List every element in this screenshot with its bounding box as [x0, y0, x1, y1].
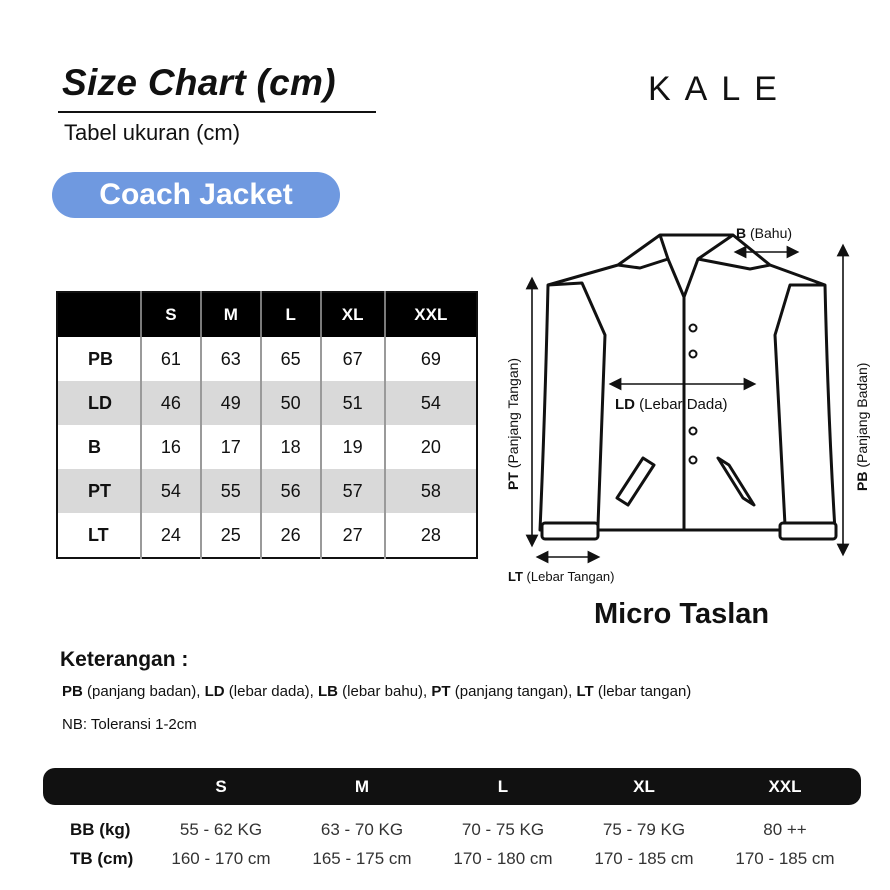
table-cell: 51	[321, 381, 385, 425]
size-col-header: XL	[321, 292, 385, 337]
fit-guide-header	[43, 768, 861, 805]
label-pt-text: (Panjang Tangan)	[505, 357, 521, 469]
row-label: LD	[57, 381, 141, 425]
label-lebar-tangan	[508, 569, 614, 584]
fit-cell: 160 - 170 cm	[171, 849, 271, 868]
fit-cell: 170 - 185 cm	[735, 849, 835, 868]
jacket-outline	[540, 235, 836, 539]
table-cell: 28	[385, 513, 477, 558]
table-cell: 18	[261, 425, 321, 469]
legend-abbr: PT	[431, 683, 451, 700]
table-cell: 25	[201, 513, 261, 558]
table-cell: 54	[385, 381, 477, 425]
fit-row-label: BB (kg)	[70, 820, 131, 839]
label-lebar-dada	[615, 396, 728, 413]
notes-heading: Keterangan :	[60, 648, 189, 671]
table-row	[57, 337, 477, 381]
tolerance-note: NB: Toleransi 1-2cm	[62, 716, 197, 733]
size-col-header: M	[201, 292, 261, 337]
legend-text: (panjang badan),	[82, 683, 205, 700]
row-label: PB	[88, 348, 114, 369]
page-subtitle: Tabel ukuran (cm)	[64, 120, 241, 145]
table-cell: 49	[201, 381, 261, 425]
table-cell: 46	[141, 381, 201, 425]
label-ld-abbr: LD	[615, 396, 635, 413]
label-pt-abbr: PT	[505, 472, 521, 490]
fit-size-header: M	[354, 777, 370, 796]
table-row	[57, 425, 477, 469]
legend-abbr: LT	[576, 683, 594, 700]
label-pb-text: (Panjang Badan)	[854, 362, 870, 468]
table-cell: 16	[141, 425, 201, 469]
table-cell: 27	[321, 513, 385, 558]
label-lt-text: (Lebar Tangan)	[526, 569, 615, 584]
fit-cell: 165 - 175 cm	[312, 849, 412, 868]
table-cell: 56	[261, 469, 321, 513]
table-cell: 17	[201, 425, 261, 469]
fit-size-header: XL	[633, 777, 655, 796]
table-cell: 69	[385, 337, 477, 381]
row-label: B	[88, 436, 101, 457]
table-cell: 24	[141, 513, 201, 558]
jacket-diagram	[500, 215, 885, 595]
title-underline	[58, 111, 376, 113]
label-bahu-abbr: B	[736, 225, 747, 241]
table-cell: 65	[261, 337, 321, 381]
table-cell: 20	[385, 425, 477, 469]
table-cell: 19	[321, 425, 385, 469]
legend-text: (lebar tangan)	[593, 683, 692, 700]
fit-cell: 55 - 62 KG	[179, 820, 263, 839]
table-cell: 54	[141, 469, 201, 513]
table-cell: 57	[321, 469, 385, 513]
table-cell: 67	[321, 337, 385, 381]
label-panjang-tangan	[505, 358, 521, 490]
label-lt-abbr: LT	[508, 569, 523, 584]
fit-size-header: XXL	[768, 777, 802, 796]
label-panjang-badan	[854, 363, 870, 491]
fit-cell: 170 - 180 cm	[453, 849, 553, 868]
label-pb-abbr: PB	[854, 471, 870, 491]
product-label: Coach Jacket	[52, 172, 340, 218]
fit-cell: 63 - 70 KG	[320, 820, 404, 839]
page-title: Size Chart (cm)	[62, 62, 336, 103]
label-bahu-text: (Bahu)	[750, 225, 793, 241]
table-cell: 61	[141, 337, 201, 381]
notes-legend	[62, 683, 691, 700]
fit-cell: 75 - 79 KG	[602, 820, 686, 839]
table-cell: 50	[261, 381, 321, 425]
fit-size-header: L	[497, 777, 509, 796]
table-row	[57, 513, 477, 558]
legend-abbr: LD	[204, 683, 225, 700]
size-table-header	[57, 292, 477, 337]
size-col-header: L	[261, 292, 321, 337]
legend-text: (panjang tangan),	[450, 683, 577, 700]
row-label: PT	[57, 469, 141, 513]
fit-size-header: S	[215, 777, 227, 796]
fit-cell: 170 - 185 cm	[594, 849, 694, 868]
table-cell: 58	[385, 469, 477, 513]
fit-cell: 80 ++	[763, 820, 807, 839]
table-row	[57, 469, 477, 513]
material-label: Micro Taslan	[594, 598, 770, 630]
table-row	[57, 381, 477, 425]
fit-row-label: TB (cm)	[70, 849, 134, 868]
legend-text: (lebar dada),	[224, 683, 318, 700]
size-table-corner	[57, 292, 141, 337]
size-table	[56, 291, 478, 559]
row-label: LT	[88, 524, 109, 545]
label-bahu	[736, 225, 792, 241]
legend-text: (lebar bahu),	[338, 683, 432, 700]
size-col-header: S	[141, 292, 201, 337]
table-cell: 55	[201, 469, 261, 513]
legend-abbr: PB	[62, 683, 83, 700]
fit-cell: 70 - 75 KG	[461, 820, 545, 839]
size-col-header: XXL	[385, 292, 477, 337]
label-ld-text: (Lebar Dada)	[639, 396, 728, 413]
table-cell: 63	[201, 337, 261, 381]
legend-abbr: LB	[318, 683, 338, 700]
table-cell: 26	[261, 513, 321, 558]
brand-logo: KALE	[648, 70, 791, 108]
